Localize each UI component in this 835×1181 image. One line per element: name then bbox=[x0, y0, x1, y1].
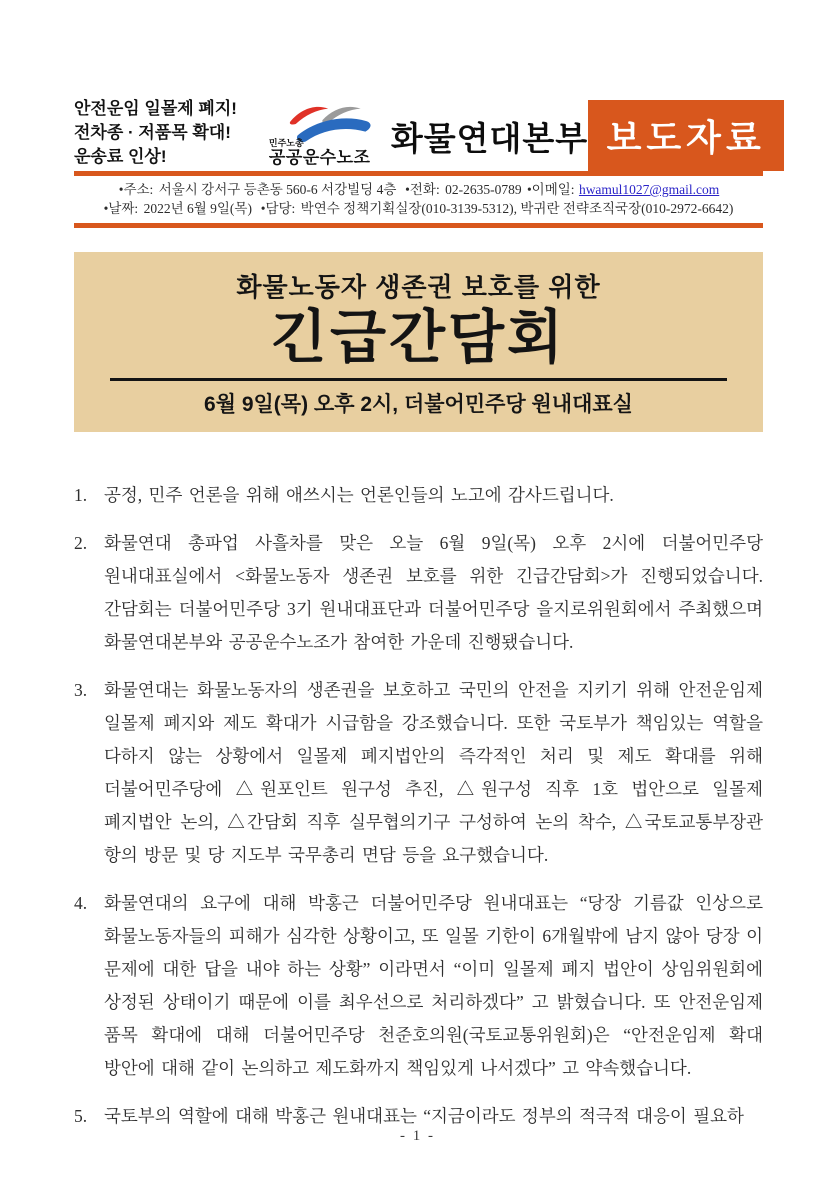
slogan-line-3: 운송료 인상! bbox=[74, 147, 167, 166]
union-logo bbox=[269, 100, 588, 166]
body-paragraph bbox=[74, 674, 763, 872]
page-number: - 1 - bbox=[400, 1128, 435, 1144]
phone-value: 02-2635-0789 bbox=[445, 182, 522, 197]
paragraph-number: 4. bbox=[74, 893, 88, 913]
body-paragraph bbox=[74, 887, 763, 1085]
paragraph-text: 국토부의 역할에 대해 박홍근 원내대표는 “지금이라도 정부의 적극적 대응이 필요하 bbox=[104, 1106, 744, 1126]
contact-line-2 bbox=[74, 199, 763, 218]
manager-value: 박연수 정책기획실장(010-3139-5312), 박귀란 전략조직국장(010-2972-6642) bbox=[300, 201, 734, 216]
title-schedule: 6월 9일(목) 오후 2시, 더불어민주당 원내대표실 bbox=[204, 393, 633, 416]
date-label: •날짜: bbox=[103, 201, 139, 216]
manager-label: •담당: bbox=[260, 201, 296, 216]
union-name-label: 공공운수노조 bbox=[268, 148, 371, 167]
title-divider bbox=[110, 378, 727, 381]
body-paragraph bbox=[74, 527, 763, 659]
contact-line-1 bbox=[74, 180, 763, 199]
paragraph-text: 화물연대는 화물노동자의 생존권을 보호하고 국민의 안전을 지키기 위해 안전운임제 일몰제 폐지와 제도 확대가 시급함을 강조했습니다. 또한 국토부가 책임있는 역할을 다하지 않는 상황에서 일몰제 폐지법안의 즉각적인 처리 및 제도 확대를 위해 더불어민주당에 △원포인트 원구성 추진, △원구성 직후 1호 법안으로 일몰제 폐지법안 논의, △간담회 직후 실무협의기구 구성하여 논의 착수, △국토교통부장관 항의 방문 및 당 지도부 국무총리 면담 등을 요구했습니다. bbox=[104, 680, 763, 865]
slogan-line-2: 전차종 · 저품목 확대! bbox=[74, 123, 231, 142]
union-small-label: 민주노총 bbox=[268, 138, 304, 148]
email-label: •이메일: bbox=[526, 182, 575, 197]
body-paragraph bbox=[74, 479, 763, 512]
date-value: 2022년 6월 9일(목) bbox=[143, 201, 252, 216]
paragraph-number: 5. bbox=[74, 1106, 88, 1126]
email-link[interactable]: hwamul1027@gmail.com bbox=[578, 182, 720, 197]
org-name: 화물연대본부 bbox=[390, 120, 589, 157]
document-body bbox=[74, 479, 763, 1133]
paragraph-text: 화물연대의 요구에 대해 박홍근 더불어민주당 원내대표는 “당장 기름값 인상으로 화물노동자들의 피해가 심각한 상황이고, 또 일몰 기한이 6개월밖에 남지 않아 당장 이 문제에 대한 답을 내야 하는 상황” 이라면서 “이미 일몰제 폐지 법안이 상임위원회에 상정된 상태이기 때문에 이를 최우선으로 처리하겠다” 고 밝혔습니다. 또 안전운임제 품목 확대에 대해 더불어민주당 천준호의원(국토교통위원회)은 “안전운임제 확대 방안에 대해 같이 논의하고 제도화까지 책임있게 나서겠다” 고 약속했습니다. bbox=[104, 893, 763, 1078]
slogan-line-1: 안전운임 일몰제 폐지! bbox=[74, 99, 237, 118]
contact-info bbox=[74, 176, 763, 228]
paragraph-text: 공정, 민주 언론을 위해 애쓰시는 언론인들의 노고에 감사드립니다. bbox=[104, 485, 614, 505]
header-slogan bbox=[74, 97, 237, 169]
paragraph-text: 화물연대 총파업 사흘차를 맞은 오늘 6월 9일(목) 오후 2시에 더불어민주당 원내대표실에서 <화물노동자 생존권 보호를 위한 긴급간담회>가 진행되었습니다. 간담회는 더불어민주당 3기 원내대표단과 더불어민주당 을지로위원회에서 주최했으며 화물연대본부와 공공운수노조가 참여한 가운데 진행됐습니다. bbox=[104, 533, 763, 652]
union-text bbox=[269, 139, 371, 166]
paragraph-number: 1. bbox=[74, 485, 88, 505]
title-subtitle: 화물노동자 생존권 보호를 위한 bbox=[236, 272, 601, 302]
header bbox=[74, 95, 766, 176]
address-label: •주소: bbox=[118, 182, 154, 197]
title-box bbox=[74, 252, 763, 432]
press-release-badge: 보도자료 bbox=[588, 100, 784, 171]
paragraph-number: 3. bbox=[74, 680, 88, 700]
phone-label: •전화: bbox=[405, 182, 440, 197]
page-title: 긴급간담회 bbox=[270, 305, 567, 370]
union-mark bbox=[269, 100, 381, 166]
address-value: 서울시 강서구 등촌동 560-6 서강빌딩 4층 bbox=[158, 182, 397, 197]
paragraph-number: 2. bbox=[74, 533, 88, 553]
